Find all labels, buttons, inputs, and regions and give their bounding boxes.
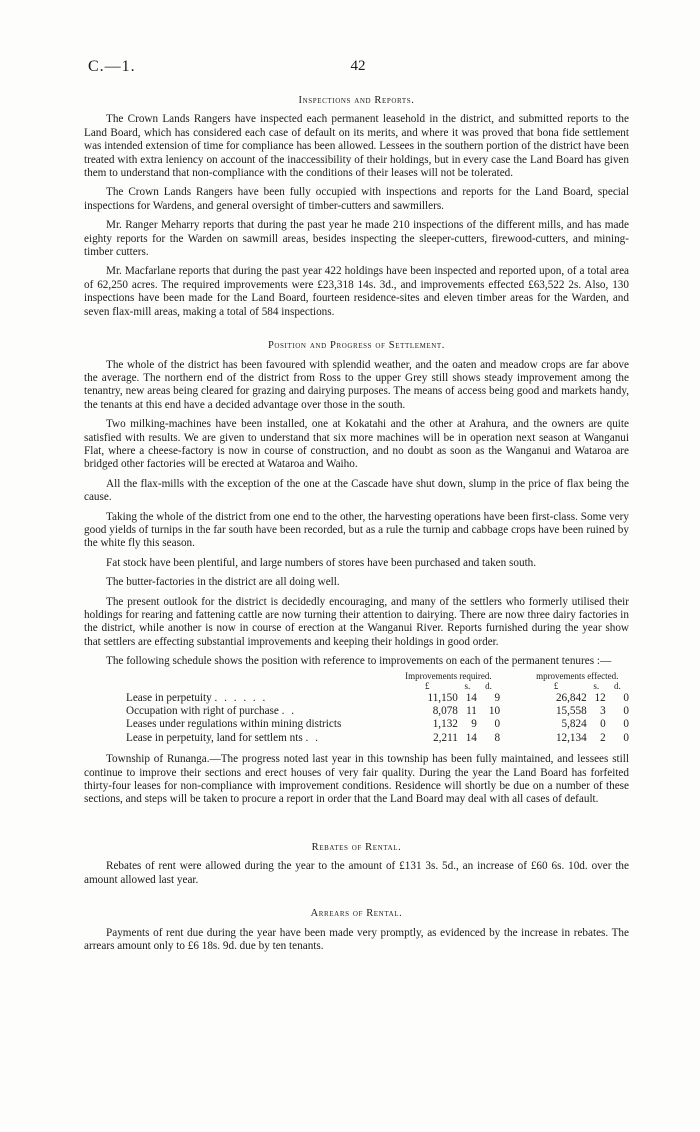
paragraph: The following schedule shows the position with reference to improvements on each of the permanent tenures :— — [106, 655, 612, 668]
required-pounds: 1,132 — [432, 718, 458, 731]
paragraph: The whole of the district has been favoured with splendid weather, and the oaten and meadow crops are far above the average. The northern end of the district from Ross to the upper Grey still shows steady improvement among the tenantry, new areas being cleared for grazing and dairying purposes. The means of access being good and markets handy, the tenants at this end have a decided advantage over those in the south. — [84, 358, 629, 411]
required-shillings: 14 — [465, 731, 477, 744]
required-pence: 0 — [494, 718, 501, 731]
paragraph: Mr. Macfarlane reports that during the past year 422 holdings have been inspected and reported upon, of a total area of 62,250 acres. The required improvements were £23,318 14s. 3d., and improvements effected £63,522 2s. Also, 130 inspections have been made for the Land Board, fourteen residence-sites and eleven timber areas for the Warden, and seven flax-mill areas, making a total of 584 inspections. — [84, 265, 629, 318]
effected-pounds: 5,824 — [561, 718, 587, 731]
paragraph: Fat stock have been plentiful, and large numbers of stores have been purchased and taken south. — [106, 556, 537, 569]
table-row — [84, 705, 629, 718]
paragraph: The present outlook for the district is decidedly encouraging, and many of the settlers who formerly utilised their holdings for rearing and fattening cattle are now turning their attention to dairying. There are now three dairy factories in the district, while another is now in course of erection at the Wanganui River. Reports furnished during the year show that settlers are effecting substantial improvements and keeping their holdings in good order. — [84, 595, 629, 648]
page-header — [88, 58, 628, 80]
paragraph: Payments of rent due during the year have been made very promptly, as evidenced by the increase in rebates. The arrears amount only to £6 18s. 9d. due by ten tenants. — [84, 926, 629, 952]
required-shillings: 9 — [471, 718, 477, 731]
effected-pounds: 26,842 — [555, 691, 587, 704]
unit-shillings: s. — [464, 681, 471, 692]
required-pence: 10 — [488, 705, 501, 718]
dot-leader: . . . . . . — [214, 691, 268, 704]
effected-pence: 0 — [623, 731, 629, 744]
dot-leader: . . — [305, 731, 320, 744]
unit-pence: d. — [613, 681, 621, 692]
effected-pounds: 15,558 — [555, 705, 587, 718]
tenure-label: Leases under regulations within mining districts — [126, 718, 342, 731]
section-heading-rebates: Rebates of Rental. — [311, 841, 402, 853]
paragraph: Taking the whole of the district from one end to the other, the harvesting operations have been first-class. Some very good yields of turnips in the far south have been recorded, but as a rule the turnip and cabbage crops have been ruined by the white fly this season. — [84, 510, 629, 550]
required-shillings: 11 — [466, 705, 477, 718]
page-number: 42 — [350, 58, 366, 74]
paragraph-runanga: Township of Runanga.—The progress noted last year in this township has been fully maintained, and lessees still continue to improve their sections and erect houses of very fair quality. During the year the Land Board has forfeited thirty-four leases for non-compliance with improvement conditions. Residence will shortly be due on a number of these sections, and steps will be taken to procure a report in order that the Land Board may deal with all cases of default. — [84, 753, 629, 806]
page-body — [84, 94, 629, 959]
effected-shillings: 2 — [600, 731, 606, 744]
col-header-required: Improvements required. — [405, 670, 492, 681]
effected-shillings: 0 — [600, 718, 606, 731]
required-pounds: 8,078 — [432, 705, 458, 718]
table-row — [84, 732, 629, 745]
unit-pounds: £ — [425, 681, 430, 692]
col-header-effected: mprovements effected. — [536, 670, 619, 681]
effected-pounds: 12,134 — [555, 731, 587, 744]
tenure-label: Lease in perpetuity, land for settlem nts — [126, 731, 303, 744]
section-heading-inspections: Inspections and Reports. — [298, 95, 415, 106]
table-row — [84, 692, 629, 705]
effected-pence: 0 — [623, 691, 629, 704]
unit-shillings: s. — [593, 681, 600, 692]
tenure-label: Lease in perpetuity — [126, 691, 212, 704]
paragraph: Mr. Ranger Meharry reports that during the past year he made 210 inspections of the different mills, and has made eighty reports for the Warden on sawmill areas, besides inspecting the sleeper-cutters, firewood-cutters, and mining-timber cutters. — [84, 219, 629, 259]
unit-pounds: £ — [553, 681, 559, 692]
required-pounds: 11,150 — [427, 691, 458, 704]
required-pence: 9 — [494, 691, 501, 704]
effected-shillings: 3 — [600, 705, 606, 718]
tenure-label: Occupation with right of purchase — [126, 705, 279, 718]
paragraph: Rebates of rent were allowed during the year to the amount of £131 3s. 5d., an increase of £60 6s. 10d. over the amount allowed last year. — [84, 860, 629, 886]
paragraph: The Crown Lands Rangers have been fully occupied with inspections and reports for the Land Board, special inspections for Wardens, and general oversight of timber-cutters and sawmillers. — [84, 186, 629, 212]
paragraph: The Crown Lands Rangers have inspected each permanent leasehold in the district, and submitted reports to the Land Board, which has considered each case of default on its merits, and where it was proved that bona fide settlement was intended extension of time for compliance has been allowed. Lessees in the southern portion of the district have been treated with extra leniency on account of the inaccessibility of their holdings, but in every case the Land Board has given them to understand that non-compliance with the conditions of their leases will not be tolerated. — [84, 113, 629, 180]
section-heading-settlement: Position and Progress of Settlement. — [267, 340, 446, 352]
required-pence: 8 — [494, 731, 501, 744]
table-row — [84, 718, 629, 731]
paragraph: Two milking-machines have been installed, one at Kokatahi and the other at Arahura, and the owners are quite satisfied with results. We are given to understand that six more machines will be in operation next season at Wanganui Flat, where a cheese-factory is now in course of construction, and no doubt as soon as the Wanganui and Wataroa are bridged other factories will be erected at Wataroa and Waiho. — [84, 418, 629, 471]
effected-pence: 0 — [623, 718, 629, 731]
series-code: C.—1. — [88, 58, 136, 75]
required-pounds: 2,211 — [433, 731, 458, 744]
section-heading-arrears: Arrears of Rental. — [310, 908, 403, 920]
paragraph: The butter-factories in the district are all doing well. — [106, 576, 340, 589]
effected-pence: 0 — [623, 705, 629, 718]
effected-shillings: 12 — [594, 691, 606, 704]
unit-pence: d. — [485, 681, 492, 692]
required-shillings: 14 — [465, 691, 477, 704]
paragraph: All the flax-mills with the exception of the one at the Cascade have shut down, slump in the price of flax being the cause. — [84, 477, 629, 504]
improvements-schedule — [84, 671, 629, 746]
dot-leader: . . — [281, 705, 297, 718]
